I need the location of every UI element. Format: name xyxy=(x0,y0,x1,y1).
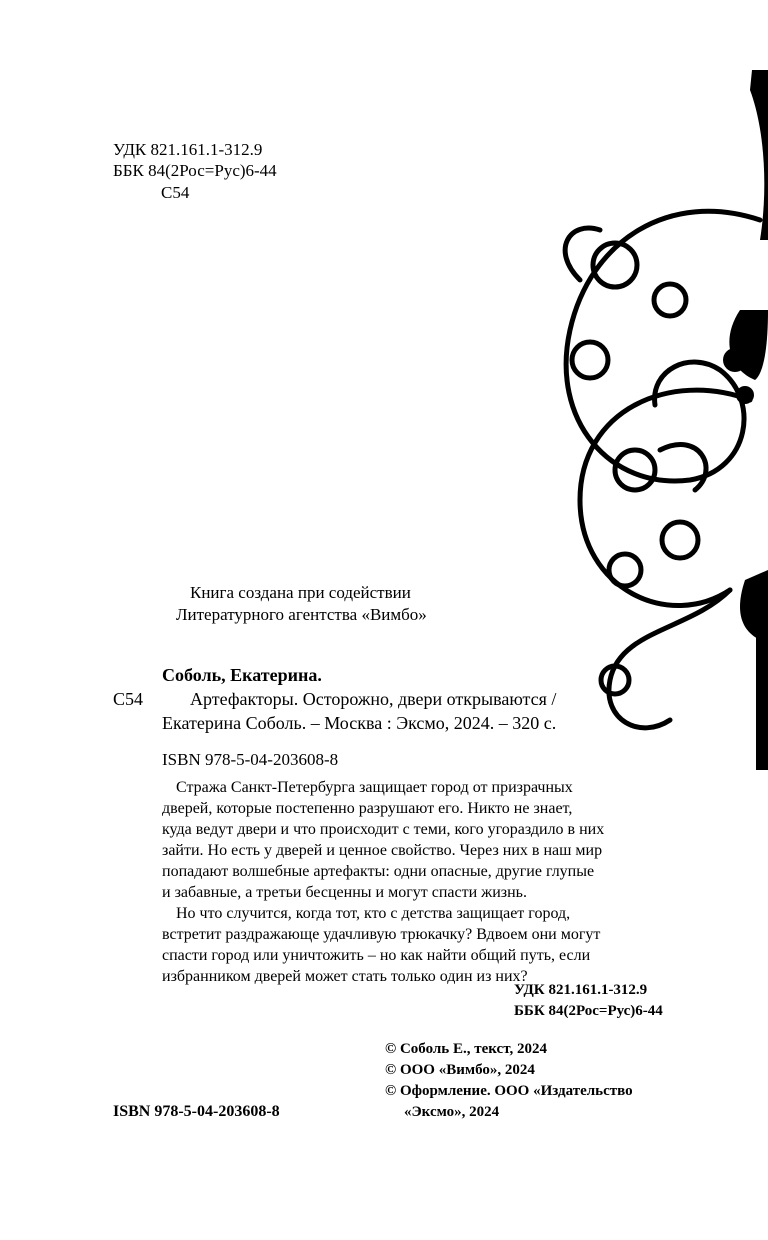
author-sign: С54 xyxy=(113,689,144,709)
author-heading: Соболь, Екатерина. xyxy=(162,665,322,685)
agency-credit-line: Литературного агентства «Вимбо» xyxy=(176,605,427,624)
udk-code: УДК 821.161.1-312.9 xyxy=(113,140,263,159)
bbk-code: ББК 84(2Рос=Рус)6-44 xyxy=(113,161,277,180)
annotation-line: Но что случится, когда тот, кто с детства защищает город, xyxy=(176,905,571,922)
annotation-line: и забавные, а третьи бесценны и могут спасти жизнь. xyxy=(162,884,527,901)
annotation-line: Стража Санкт-Петербурга защищает город от призрачных xyxy=(176,779,573,796)
udk-code: УДК 821.161.1-312.9 xyxy=(514,982,648,998)
title-statement: Екатерина Соболь. – Москва : Эксмо, 2024. – 320 с. xyxy=(162,713,557,733)
annotation-line: избранником дверей может стать только один из них? xyxy=(162,968,528,985)
copyright-line: «Эксмо», 2024 xyxy=(404,1104,500,1120)
copyright-line: © Соболь Е., текст, 2024 xyxy=(385,1041,547,1057)
annotation-line: встретит раздражающе удачливую трюкачку? Вдвоем они могут xyxy=(162,926,601,943)
annotation-line: зайти. Но есть у дверей и ценное свойство. Через них в наш мир xyxy=(162,842,603,859)
annotation-line: дверей, которые постепенно разрушают его. Никто не знает, xyxy=(162,800,573,817)
author-sign: С54 xyxy=(161,183,190,202)
annotation-line: спасти город или уничтожить – но как найти общий путь, если xyxy=(162,947,591,964)
bbk-code: ББК 84(2Рос=Рус)6-44 xyxy=(514,1003,663,1019)
isbn: ISBN 978-5-04-203608-8 xyxy=(162,750,339,769)
isbn: ISBN 978-5-04-203608-8 xyxy=(113,1103,280,1120)
agency-credit-line: Книга создана при содействии xyxy=(190,583,411,602)
annotation-line: попадают волшебные артефакты: одни опасные, другие глупые xyxy=(162,863,595,880)
copyright-line: © Оформление. ООО «Издательство xyxy=(385,1083,633,1099)
ornament-image xyxy=(520,70,768,770)
copyright-line: © ООО «Вимбо», 2024 xyxy=(385,1062,535,1078)
annotation-line: куда ведут двери и что происходит с теми, кого угораздило в них xyxy=(162,821,605,838)
title-statement: Артефакторы. Осторожно, двери открываются / xyxy=(190,689,557,709)
